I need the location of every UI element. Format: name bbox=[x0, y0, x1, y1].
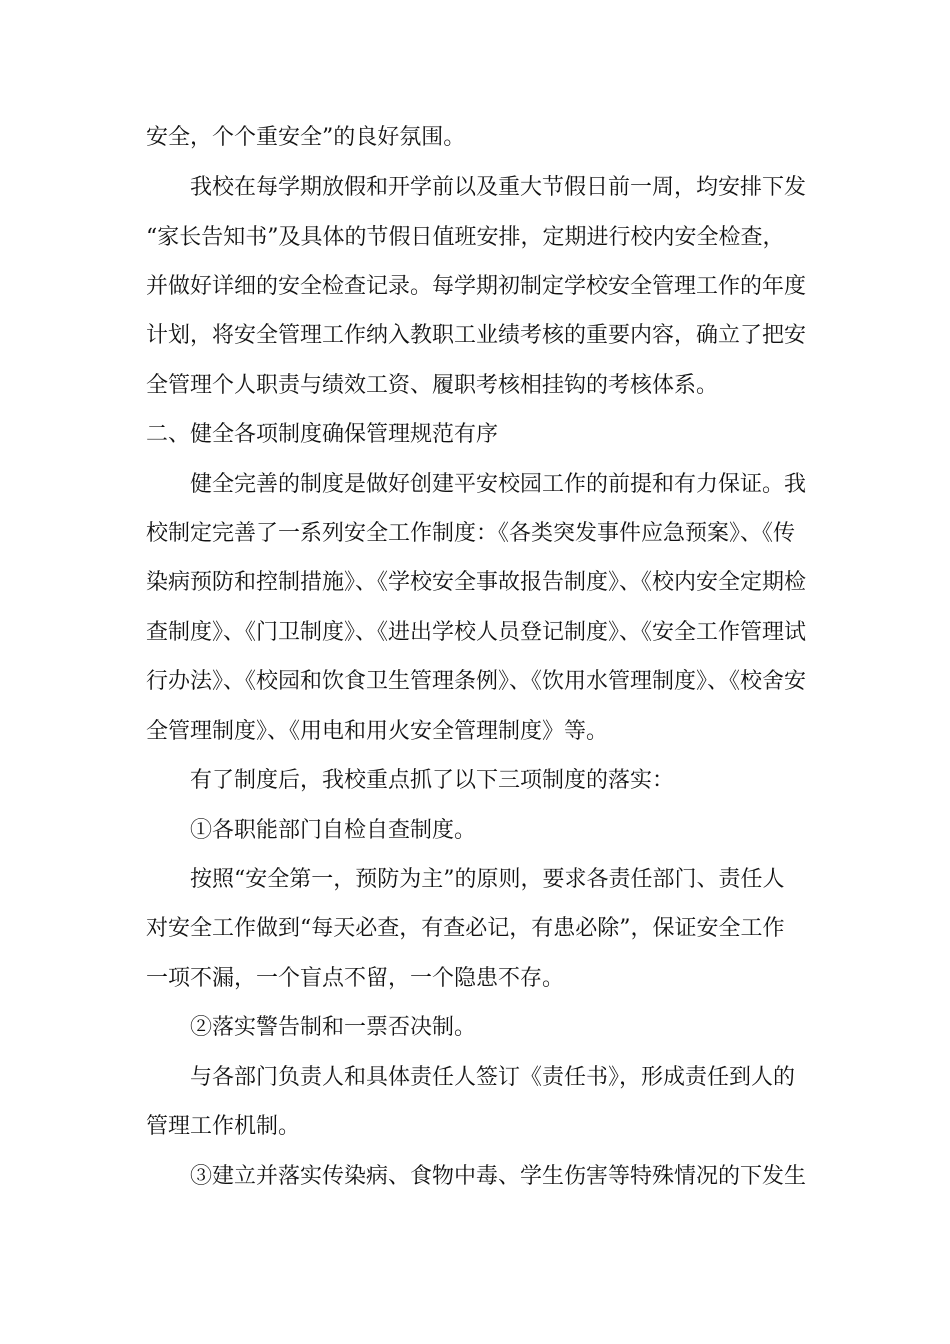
text-line: 行办法》、《校园和饮食卫生管理条例》、《饮用水管理制度》、《校舍安 bbox=[146, 669, 807, 694]
paragraph-start-line: 我校在每学期放假和开学前以及重大节假日前一周，均安排下发 bbox=[190, 175, 807, 200]
text-line: 管理工作机制。 bbox=[146, 1114, 301, 1139]
text-line: 并做好详细的安全检查记录。每学期初制定学校安全管理工作的年度 bbox=[146, 274, 807, 299]
text-line: 染病预防和控制措施》、《学校安全事故报告制度》、《校内安全定期检 bbox=[146, 570, 807, 595]
paragraph-start-line: 与各部门负责人和具体责任人签订《责任书》，形成责任到人的 bbox=[190, 1065, 796, 1090]
text-line: 全管理个人职责与绩效工资、履职考核相挂钩的考核体系。 bbox=[146, 373, 719, 398]
text-line: 安全，个个重安全”的良好氛围。 bbox=[146, 125, 466, 150]
text-line: 全管理制度》、《用电和用火安全管理制度》等。 bbox=[146, 719, 609, 744]
list-item-heading: ③建立并落实传染病、食物中毒、学生伤害等特殊情况的下发生 bbox=[190, 1164, 807, 1189]
text-line: “家长告知书”及具体的节假日值班安排，定期进行校内安全检查， bbox=[146, 225, 785, 250]
list-item-heading: ①各职能部门自检自查制度。 bbox=[190, 818, 477, 843]
paragraph-start-line: 按照“安全第一，预防为主”的原则，要求各责任部门、责任人 bbox=[190, 867, 785, 892]
section-heading: 二、健全各项制度确保管理规范有序 bbox=[146, 422, 499, 447]
text-line: 计划，将安全管理工作纳入教职工业绩考核的重要内容，确立了把安 bbox=[146, 323, 807, 348]
paragraph-start-line: 有了制度后，我校重点抓了以下三项制度的落实： bbox=[190, 768, 675, 793]
list-item-heading: ②落实警告制和一票否决制。 bbox=[190, 1015, 477, 1040]
text-line: 查制度》、《门卫制度》、《进出学校人员登记制度》、《安全工作管理试 bbox=[146, 620, 807, 645]
text-line: 一项不漏，一个盲点不留，一个隐患不存。 bbox=[146, 966, 565, 991]
text-line: 校制定完善了一系列安全工作制度：《各类突发事件应急预案》、《传 bbox=[146, 521, 796, 546]
paragraph-start-line: 健全完善的制度是做好创建平安校园工作的前提和有力保证。我 bbox=[190, 472, 807, 497]
text-line: 对安全工作做到“每天必查，有查必记，有患必除”，保证安全工作 bbox=[146, 916, 785, 941]
